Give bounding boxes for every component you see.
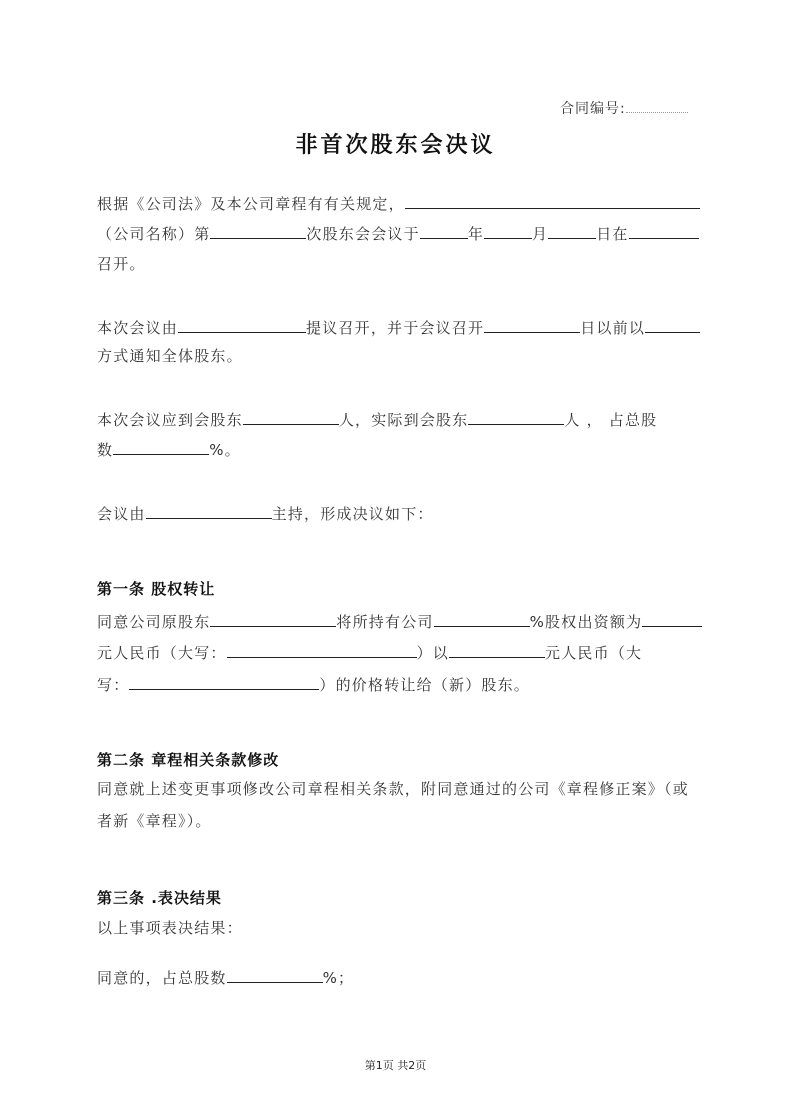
p3-text-e: %。 [209, 441, 241, 459]
p1-text-b: 次股东会会议于 [306, 225, 420, 243]
contract-number-label: 合同编号: [560, 101, 626, 117]
art1-text-d: 元人民币（大写： [97, 644, 227, 662]
art1-text-f: 元人民币（大 [545, 644, 643, 662]
p3-text-b: 人，实际到会股东 [338, 411, 469, 429]
month-blank[interactable] [484, 222, 532, 239]
p3-line2 [97, 438, 241, 460]
chairperson-blank[interactable] [146, 502, 272, 519]
notice-method-blank[interactable] [645, 316, 700, 333]
p2-line1 [97, 316, 700, 338]
p1-line2 [97, 222, 699, 244]
art1-text-h: ）的价格转让给（新）股东。 [319, 676, 531, 694]
p2-text-b: 提议召开，并于会议召开 [306, 319, 485, 337]
expected-shareholders-blank[interactable] [243, 408, 339, 425]
day-label: 日在 [596, 225, 629, 243]
month-label: 月 [532, 225, 549, 243]
article3-heading: 第三条 .表决结果 [97, 889, 222, 907]
p1-text: 根据《公司法》及本公司章程有有关规定， [97, 195, 405, 213]
p3-line1 [97, 408, 657, 430]
art1-line1 [97, 610, 702, 632]
meeting-number-blank[interactable] [210, 222, 306, 239]
art2-line1: 同意就上述变更事项修改公司章程相关条款，附同意通过的公司《章程修正案》（或 [97, 780, 689, 798]
location-blank[interactable] [629, 222, 699, 239]
capital-amount-words-blank[interactable] [227, 641, 417, 658]
equity-percent-blank[interactable] [434, 610, 530, 627]
page-title: 非首次股东会决议 [295, 132, 496, 158]
art3-text-a: 同意的，占总股数 [97, 969, 227, 987]
art1-line2 [97, 641, 642, 663]
contract-number [560, 98, 688, 118]
art1-text-c: %股权出资额为 [529, 613, 643, 631]
page-number: 第1页 共2页 [364, 1059, 427, 1072]
art3-line2 [97, 966, 354, 988]
p3-text-d: 数 [97, 441, 114, 459]
day-blank[interactable] [548, 222, 596, 239]
year-label: 年 [467, 225, 485, 243]
article2-heading: 第二条 章程相关条款修改 [97, 751, 280, 769]
p4-text-b: 主持，形成决议如下： [271, 505, 434, 523]
company-name-blank[interactable] [405, 192, 700, 209]
notice-days-blank[interactable] [484, 316, 580, 333]
original-shareholder-blank[interactable] [210, 610, 336, 627]
p1-text-a: （公司名称）第 [97, 225, 211, 243]
p2-text-c: 日以前以 [580, 319, 646, 337]
p3-text-c: 人 ， 占总股 [564, 411, 658, 429]
art1-text-b: 将所持有公司 [336, 613, 434, 631]
p4-line [97, 502, 434, 524]
art1-line3 [97, 673, 530, 695]
p3-text-a: 本次会议应到会股东 [97, 411, 243, 429]
year-blank[interactable] [420, 222, 468, 239]
proposer-blank[interactable] [178, 316, 306, 333]
actual-shareholders-blank[interactable] [468, 408, 564, 425]
p2-line2: 方式通知全体股东。 [97, 347, 243, 365]
article1-heading: 第一条 股权转让 [97, 580, 216, 598]
contract-number-blank[interactable] [626, 98, 688, 113]
art2-line2: 者新《章程》）。 [97, 812, 212, 830]
art3-line1: 以上事项表决结果： [97, 919, 243, 937]
p2-text-a: 本次会议由 [97, 319, 179, 337]
art1-text-a: 同意公司原股东 [97, 613, 211, 631]
p4-text-a: 会议由 [97, 505, 146, 523]
price-words-blank[interactable] [129, 673, 319, 690]
art1-text-g: 写： [97, 676, 130, 694]
p1-line1 [97, 192, 700, 214]
capital-amount-blank[interactable] [642, 610, 702, 627]
art3-text-b: %； [322, 969, 355, 987]
art1-text-e: ）以 [416, 644, 450, 662]
share-percent-blank[interactable] [113, 438, 209, 455]
p1-line3: 召开。 [97, 255, 146, 273]
agree-percent-blank[interactable] [227, 966, 323, 983]
price-blank[interactable] [449, 641, 545, 658]
